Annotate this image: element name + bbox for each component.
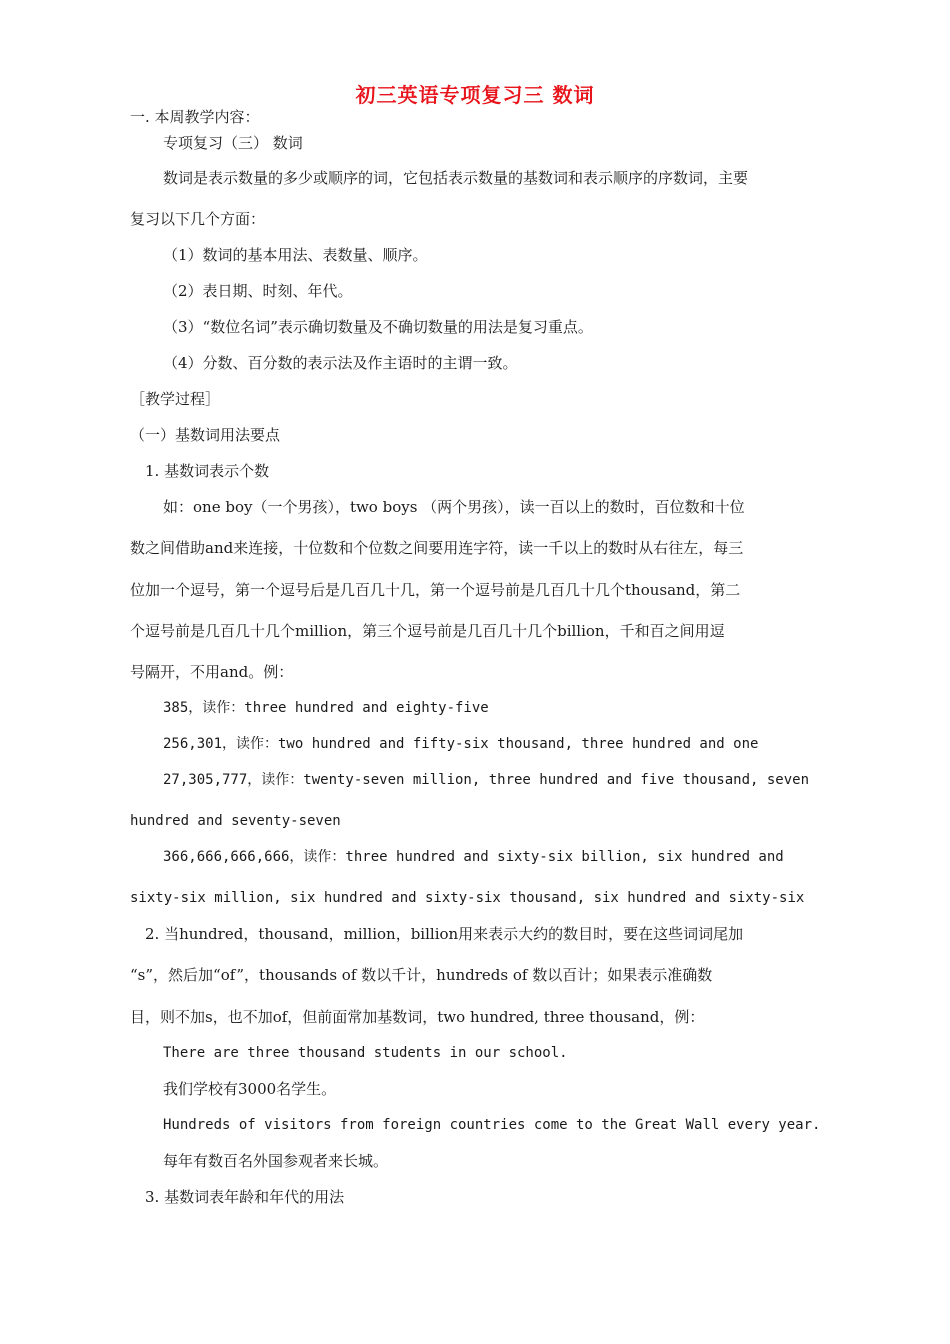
point-heading: 3. 基数词表年龄和年代的用法 [145,1188,345,1206]
list-item: （3）“数位名词”表示确切数量及不确切数量的用法是复习重点。 [163,318,593,336]
topic-line: 专项复习（三） 数词 [163,134,303,152]
example-line: 256,301，读作：two hundred and fifty-six thousand, three hundred and one [163,736,759,752]
example-line: 27,305,777，读作：twenty-seven million, three hundred and five thousand, seven [163,772,810,788]
paragraph-line: 目，则不加s，也不加of，但前面常加基数词，two hundred, three thousand，例： [130,1008,705,1026]
point-heading: 1. 基数词表示个数 [145,462,270,480]
list-item: （2）表日期、时刻、年代。 [163,282,353,300]
list-item: （1）数词的基本用法、表数量、顺序。 [163,246,428,264]
paragraph-line: 如：one boy（一个男孩），two boys （两个男孩），读一百以上的数时，百位数和十位 [163,498,745,516]
example-sentence: Hundreds of visitors from foreign countries come to the Great Wall every year. [163,1117,821,1133]
section-heading: 一. 本周教学内容： [130,108,260,126]
subsection-heading: （一）基数词用法要点 [130,426,281,444]
example-line: hundred and seventy-seven [130,813,341,829]
example-sentence: There are three thousand students in our school. [163,1045,568,1061]
document-title: 初三英语专项复习三 数词 [355,83,595,107]
paragraph-line: 个逗号前是几百几十几个million，第三个逗号前是几百几十几个billion，千和百之间用逗 [130,622,725,640]
section-heading: ［教学过程］ [130,390,221,408]
list-item: （4）分数、百分数的表示法及作主语时的主谓一致。 [163,354,518,372]
intro-paragraph-line: 复习以下几个方面： [130,210,266,228]
paragraph-line: “s”，然后加“of”，thousands of 数以千计，hundreds of 数以百计；如果表示准确数 [130,966,713,984]
paragraph-line: 数之间借助and来连接，十位数和个位数之间要用连字符，读一千以上的数时从右往左，每三 [130,539,744,557]
example-line: sixty-six million, six hundred and sixty-six thousand, six hundred and sixty-six [130,890,805,906]
paragraph-line: 位加一个逗号，第一个逗号后是几百几十几，第一个逗号前是几百几十几个thousand，第二 [130,581,741,599]
point-heading: 2. 当hundred，thousand，million，billion用来表示大约的数目时，要在这些词词尾加 [145,925,744,943]
paragraph-line: 号隔开，不用and。例： [130,663,294,681]
example-translation: 每年有数百名外国参观者来长城。 [163,1152,389,1170]
example-line: 385，读作：three hundred and eighty-five [163,700,489,716]
example-translation: 我们学校有3000名学生。 [163,1080,337,1098]
intro-paragraph-line: 数词是表示数量的多少或顺序的词，它包括表示数量的基数词和表示顺序的序数词，主要 [163,169,749,187]
example-line: 366,666,666,666，读作：three hundred and sixty-six billion, six hundred and [163,849,784,865]
